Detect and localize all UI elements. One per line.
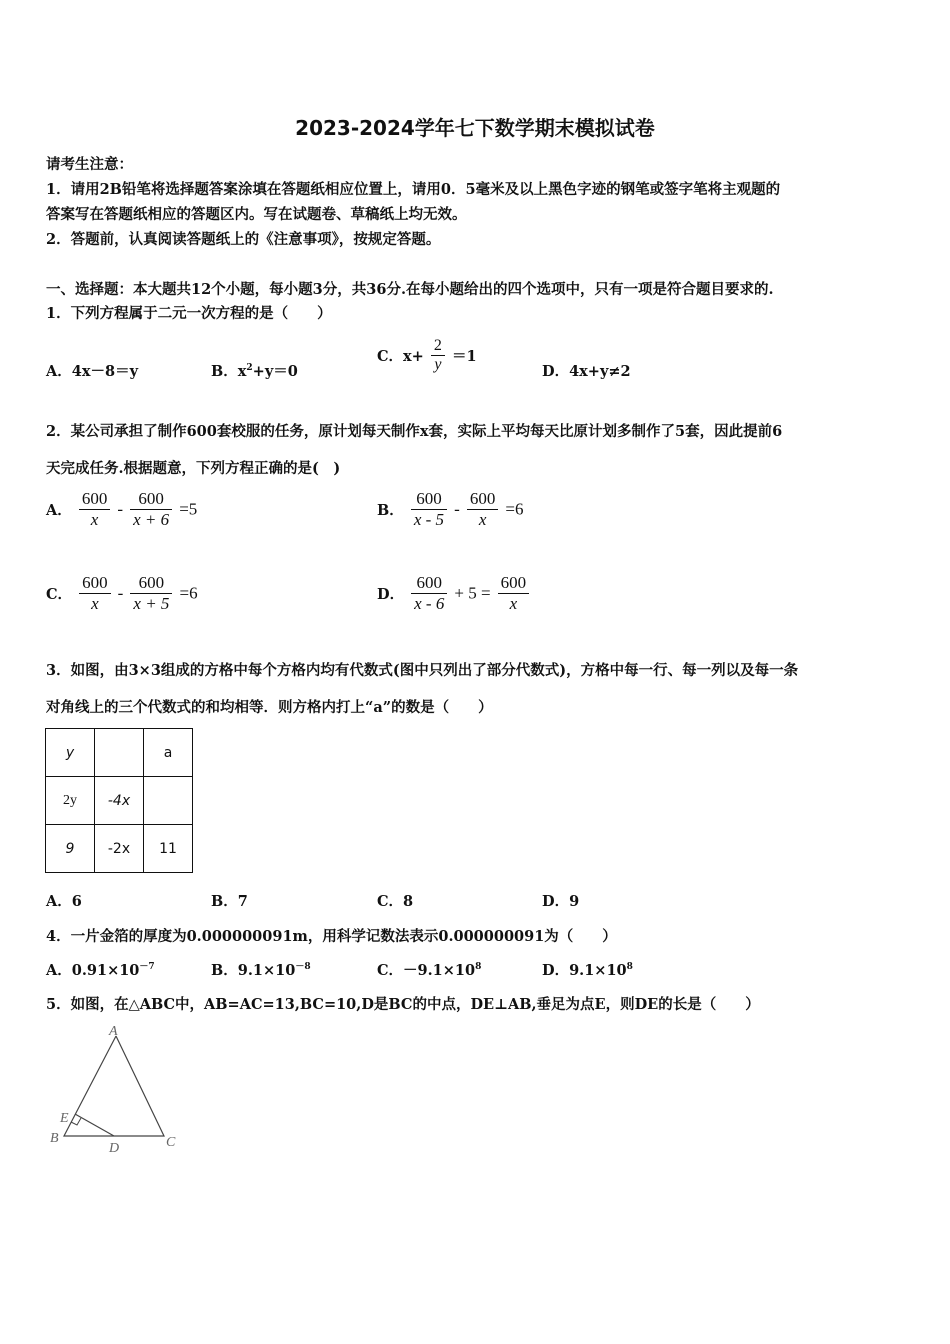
q4-b-base: B．9.1×10 (211, 962, 296, 979)
notice-heading: 请考生注意： (46, 156, 133, 173)
q3-option-a: A．6 (46, 893, 82, 910)
label-e: E (60, 1111, 69, 1126)
q3-stem-2: 对角线上的三个代数式的和均相等．则方格内打上“a”的数是（ ） (46, 699, 493, 716)
q4-c-base: C．－9.1×10 (377, 962, 476, 979)
grid-row (46, 825, 193, 873)
q2-c-frac-2 (130, 573, 172, 614)
q2-a-label: A． (46, 502, 72, 519)
q2-d-label: D． (377, 586, 405, 603)
q1-option-a: A．4x－8＝y (46, 363, 138, 380)
q4-option-a (46, 959, 155, 980)
q2-c-operator: - (117, 583, 124, 603)
label-d: D (109, 1141, 120, 1154)
q2-a-frac-1 (79, 489, 111, 530)
grid-cell (95, 729, 144, 777)
segment-de (75, 1114, 114, 1136)
q2-b-frac-2 (467, 489, 499, 530)
q2-d-operator: + 5 = (454, 583, 491, 603)
q4-a-exponent: －7 (139, 962, 155, 973)
q1-b-exponent: 2 (246, 363, 253, 374)
q4-option-b (211, 959, 311, 980)
q2-a-den-2: x + 6 (130, 509, 172, 530)
q2-a-rhs: =5 (179, 499, 198, 519)
q2-a-den-1: x (79, 509, 111, 530)
grid-cell (144, 777, 193, 825)
grid-cell: -2x (95, 825, 144, 873)
notice-line-1: 1．请用2B铅笔将选择题答案涂填在答题纸相应位置上，请用0．5毫米及以上黑色字迹的钢笔或签字笔将主观题的 (46, 181, 781, 198)
q2-b-rhs: =6 (505, 499, 524, 519)
q2-c-num-1: 600 (82, 573, 108, 592)
triangle-figure (44, 1024, 194, 1154)
magic-square-grid (45, 728, 193, 873)
q2-d-den-2: x (498, 593, 530, 614)
q2-d-frac-2 (498, 573, 530, 614)
q3-stem-1: 3．如图，由3×3组成的方格中每个方格内均有代数式(图中只列出了部分代数式)，方格中每一行、每一列以及每一条 (46, 662, 799, 679)
q1-option-d: D．4x+y≠2 (542, 363, 631, 380)
q3-option-c: C．8 (377, 893, 414, 910)
q1-option-b (211, 360, 298, 381)
q1-stem: 1．下列方程属于二元一次方程的是（ ） (46, 305, 332, 322)
q2-b-num-2: 600 (469, 489, 496, 508)
q2-b-operator: - (454, 499, 460, 519)
q2-c-label: C． (46, 586, 73, 603)
q2-d-frac-1 (411, 573, 447, 614)
q4-stem: 4．一片金箔的厚度为0.000000091m，用科学记数法表示0.000000091为（ ） (46, 928, 617, 945)
q5-stem: 5．如图，在△ABC中，AB=AC=13,BC=10,D是BC的中点，DE⊥AB,垂足为点E，则DE的长是（ ） (46, 996, 760, 1013)
label-c: C (166, 1135, 176, 1150)
q2-d-num-1: 600 (416, 573, 442, 592)
q1-c-suffix: ＝1 (451, 348, 477, 365)
notice-line-2: 2．答题前，认真阅读答题纸上的《注意事项》，按规定答题。 (46, 231, 441, 248)
q2-b-num-1: 600 (416, 489, 442, 508)
q4-d-base: D．9.1×10 (542, 962, 627, 979)
q4-option-d (542, 959, 633, 980)
q2-option-b (377, 489, 524, 530)
q2-a-operator: - (117, 499, 124, 519)
q2-a-frac-2 (130, 489, 172, 530)
q2-c-den-2: x + 5 (130, 593, 172, 614)
q2-stem-2: 天完成任务.根据题意，下列方程正确的是( ) (46, 460, 341, 477)
grid-cell: y (46, 729, 95, 777)
q2-b-den-1: x - 5 (411, 509, 447, 530)
label-b: B (50, 1131, 59, 1146)
q2-b-den-2: x (467, 509, 499, 530)
q1-b-suffix: +y＝0 (252, 363, 298, 380)
q2-d-num-2: 600 (500, 573, 527, 592)
q2-c-rhs: =6 (179, 583, 198, 603)
q2-d-den-1: x - 6 (411, 593, 447, 614)
q2-c-frac-1 (79, 573, 111, 614)
section-heading: 一、选择题：本大题共12个小题，每小题3分，共36分.在每小题给出的四个选项中，只有一项是符合题目要求的. (46, 281, 774, 298)
q2-c-num-2: 600 (138, 573, 165, 592)
q2-c-den-1: x (79, 593, 111, 614)
q3-option-d: D．9 (542, 893, 580, 910)
q4-option-c (377, 959, 481, 980)
q1-c-prefix: C．x+ (377, 348, 424, 365)
grid-cell: -4x (95, 777, 144, 825)
q2-option-d (377, 573, 531, 614)
grid-row (46, 777, 193, 825)
grid-cell: 2y (46, 777, 95, 825)
q1-c-denominator: y (431, 355, 445, 374)
page-title: 2023-2024学年七下数学期末模拟试卷 (295, 116, 655, 140)
q4-c-exponent: 8 (475, 962, 482, 973)
notice-line-1b: 答案写在答题纸相应的答题区内。写在试题卷、草稿纸上均无效。 (46, 206, 467, 223)
q1-option-c (377, 337, 477, 374)
q2-option-a (46, 489, 197, 530)
q2-a-num-2: 600 (138, 489, 164, 508)
q3-option-b: B．7 (211, 893, 248, 910)
q1-c-numerator: 2 (433, 337, 442, 354)
q2-b-label: B． (377, 502, 404, 519)
grid-cell: 9 (46, 825, 95, 873)
q2-b-frac-1 (411, 489, 447, 530)
q2-option-c (46, 573, 198, 614)
q1-c-fraction (431, 337, 445, 374)
q4-b-exponent: －8 (295, 962, 311, 973)
q1-b-prefix: B．x (211, 363, 247, 380)
grid-row (46, 729, 193, 777)
grid-cell: a (144, 729, 193, 777)
q4-d-exponent: 8 (626, 962, 633, 973)
label-a: A (109, 1024, 118, 1039)
grid-cell: 11 (144, 825, 193, 873)
q4-a-base: A．0.91×10 (46, 962, 140, 979)
q2-stem-1: 2．某公司承担了制作600套校服的任务，原计划每天制作x套，实际上平均每天比原计划多制作了5套，因此提前6 (46, 423, 783, 440)
q2-a-num-1: 600 (81, 489, 108, 508)
